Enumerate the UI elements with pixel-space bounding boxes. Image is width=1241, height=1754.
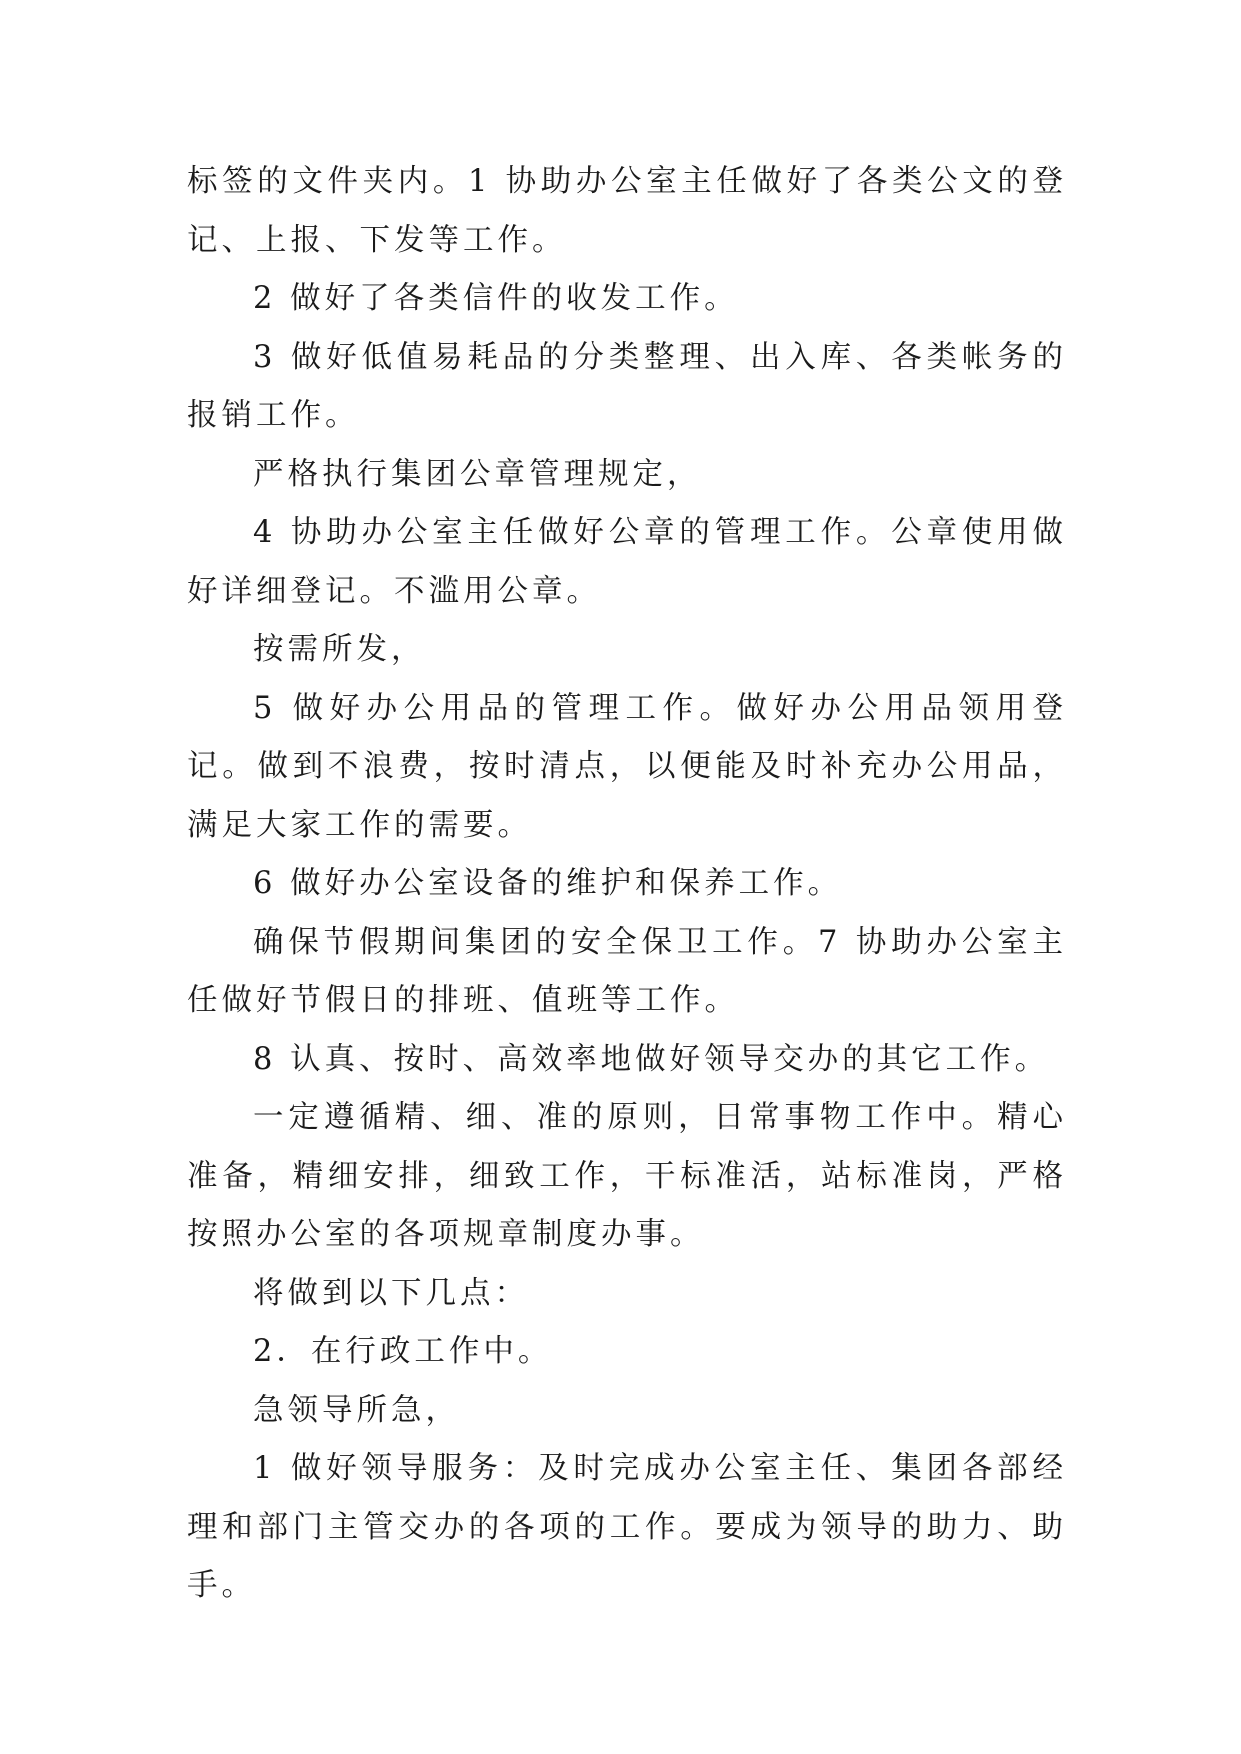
paragraph: 急领导所急， <box>253 1392 460 1428</box>
paragraph: 标签的文件夹内。1 协助办公室主任做好了各类公文的登记、上报、下发等工作。 <box>187 164 1067 258</box>
paragraph: 3 做好低值易耗品的分类整理、出入库、各类帐务的报销工作。 <box>187 339 1067 433</box>
paragraph: 按需所发， <box>253 632 426 667</box>
paragraph: 5 做好办公用品的管理工作。做好办公用品领用登记。做到不浪费，按时清点，以便能及时补充办公用品，满足大家工作的需要。 <box>187 690 1067 843</box>
paragraph: 2．在行政工作中。 <box>253 1334 553 1369</box>
paragraph: 将做到以下几点： <box>253 1275 529 1311</box>
paragraph: 4 协助办公室主任做好公章的管理工作。公章使用做好详细登记。不滥用公章。 <box>187 515 1067 609</box>
document-body <box>187 153 1067 1616</box>
paragraph: 严格执行集团公章管理规定， <box>253 456 702 492</box>
paragraph: 确保节假期间集团的安全保卫工作。7 协助办公室主任做好节假日的排班、值班等工作。 <box>187 924 1067 1018</box>
paragraph: 6 做好办公室设备的维护和保养工作。 <box>253 866 843 901</box>
paragraph: 8 认真、按时、高效率地做好领导交办的其它工作。 <box>253 1041 1050 1077</box>
paragraph: 一定遵循精、细、准的原则，日常事物工作中。精心准备，精细安排，细致工作，干标准活，站标准岗，严格按照办公室的各项规章制度办事。 <box>187 1100 1067 1252</box>
paragraph: 2 做好了各类信件的收发工作。 <box>253 281 739 316</box>
paragraph: 1 做好领导服务：及时完成办公室主任、集团各部经理和部门主管交办的各项的工作。要成为领导的助力、助手。 <box>187 1451 1067 1603</box>
